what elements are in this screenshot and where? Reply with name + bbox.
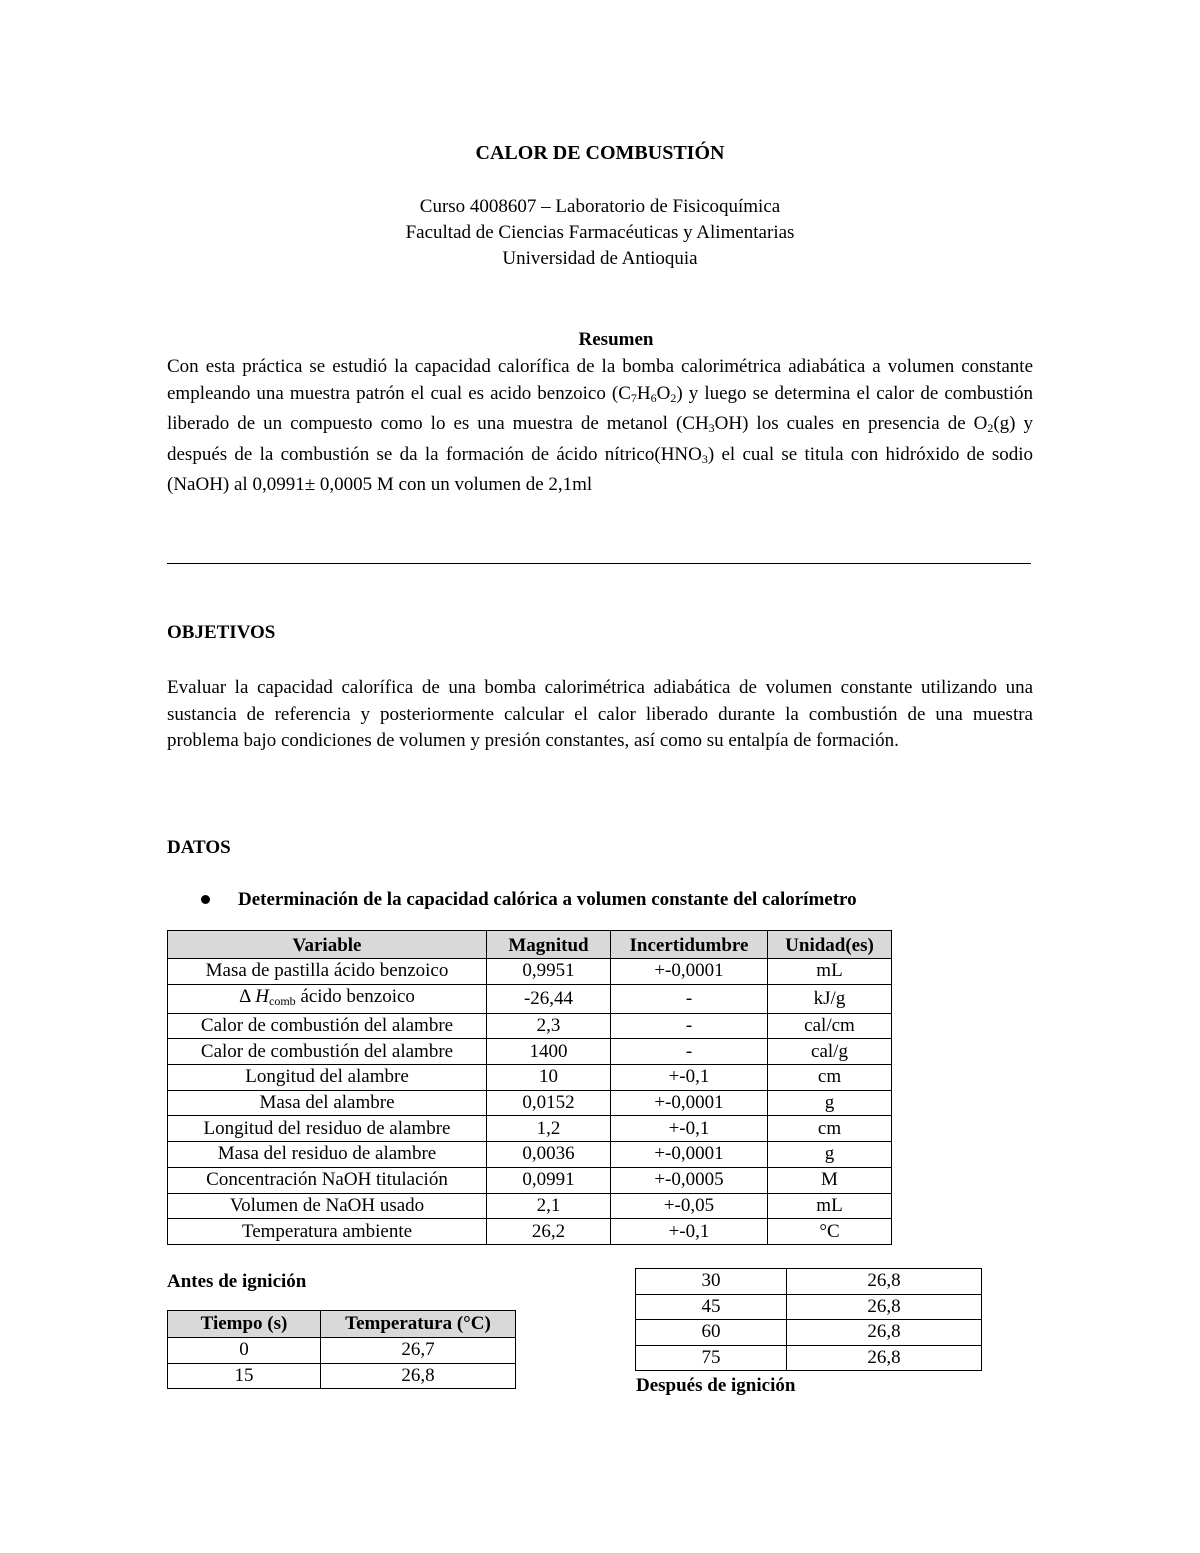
datos-heading: DATOS bbox=[167, 837, 231, 858]
incertidumbre-cell: +-0,0001 bbox=[611, 1090, 768, 1116]
magnitud-cell: 0,0152 bbox=[487, 1090, 611, 1116]
magnitud-cell: -26,44 bbox=[487, 984, 611, 1013]
table-row bbox=[168, 959, 892, 985]
calorimeter-data-table bbox=[167, 930, 892, 1245]
variable-cell: Δ $H_{comb}$ ácido benzoico bbox=[168, 984, 487, 1013]
header-temperatura: Temperatura (°C) bbox=[321, 1311, 516, 1338]
unidad-cell: g bbox=[768, 1090, 892, 1116]
unidad-cell: mL bbox=[768, 959, 892, 985]
table-row bbox=[168, 1116, 892, 1142]
table-row bbox=[168, 984, 892, 1013]
incertidumbre-cell: +-0,0005 bbox=[611, 1167, 768, 1193]
temperature-cell: 26,8 bbox=[787, 1294, 982, 1320]
magnitud-cell: 26,2 bbox=[487, 1219, 611, 1245]
table-row bbox=[636, 1320, 982, 1346]
document-title: CALOR DE COMBUSTIÓN bbox=[475, 142, 725, 164]
incertidumbre-cell: - bbox=[611, 984, 768, 1013]
objetivos-paragraph: Evaluar la capacidad calorífica de una bomba calorimétrica adiabática de volumen constante utilizando una sustancia de referencia y posteriormente calcular el calor liberado durante la combustión de una muestra problema bajo condiciones de volumen y presión constantes, así como su entalpía de formación. bbox=[167, 677, 1033, 751]
header-magnitud: Magnitud bbox=[487, 931, 611, 959]
magnitud-cell: 10 bbox=[487, 1065, 611, 1091]
table-row bbox=[168, 1338, 516, 1364]
temperature-cell: 26,8 bbox=[787, 1320, 982, 1346]
horizontal-rule bbox=[167, 563, 1031, 564]
incertidumbre-cell: +-0,1 bbox=[611, 1065, 768, 1091]
time-cell: 15 bbox=[168, 1363, 321, 1389]
variable-cell: Temperatura ambiente bbox=[168, 1219, 487, 1245]
table-row bbox=[168, 1142, 892, 1168]
unidad-cell: M bbox=[768, 1167, 892, 1193]
bullet-icon bbox=[201, 895, 210, 904]
magnitud-cell: 1400 bbox=[487, 1039, 611, 1065]
incertidumbre-cell: +-0,05 bbox=[611, 1193, 768, 1219]
magnitud-cell: 1,2 bbox=[487, 1116, 611, 1142]
before-ignition-table bbox=[167, 1310, 516, 1389]
magnitud-cell: 0,0036 bbox=[487, 1142, 611, 1168]
header-unidades: Unidad(es) bbox=[768, 931, 892, 959]
time-cell: 0 bbox=[168, 1338, 321, 1364]
resumen-heading: Resumen bbox=[578, 329, 654, 350]
header-incertidumbre: Incertidumbre bbox=[611, 931, 768, 959]
table-header-row bbox=[168, 1311, 516, 1338]
table-row bbox=[168, 1363, 516, 1389]
incertidumbre-cell: +-0,1 bbox=[611, 1116, 768, 1142]
temperature-cell: 26,7 bbox=[321, 1338, 516, 1364]
table-row bbox=[168, 1167, 892, 1193]
temperature-cell: 26,8 bbox=[321, 1363, 516, 1389]
magnitud-cell: 0,0991 bbox=[487, 1167, 611, 1193]
unidad-cell: cal/cm bbox=[768, 1013, 892, 1039]
table-row bbox=[168, 1065, 892, 1091]
university-line: Universidad de Antioquia bbox=[502, 248, 698, 269]
table-row bbox=[168, 1090, 892, 1116]
magnitud-cell: 2,1 bbox=[487, 1193, 611, 1219]
time-cell: 60 bbox=[636, 1320, 787, 1346]
incertidumbre-cell: - bbox=[611, 1039, 768, 1065]
unidad-cell: °C bbox=[768, 1219, 892, 1245]
time-cell: 45 bbox=[636, 1294, 787, 1320]
datos-bullet-text: Determinación de la capacidad calórica a volumen constante del calorímetro bbox=[238, 889, 857, 910]
table-row bbox=[168, 1039, 892, 1065]
header-tiempo: Tiempo (s) bbox=[168, 1311, 321, 1338]
unidad-cell: mL bbox=[768, 1193, 892, 1219]
unidad-cell: cm bbox=[768, 1116, 892, 1142]
resumen-paragraph: Con esta práctica se estudió la capacidad calorífica de la bomba calorimétrica adiabática a volumen constante empleando una muestra patrón el cual es acido benzoico $(C_7H_6O_2)$ y luego se determina el calor de combustión liberado de un compuesto como lo es una muestra de metanol $(CH_3OH)$ los cuales en presencia de $O_2(g)$ y después de la combustión se da la formación de ácido $nítrico(HNO_3)$ el cual se titula con hidróxido de sodio (NaOH) al 0,0991± 0,0005 M con un volumen de 2,1ml bbox=[167, 356, 1034, 495]
unidad-cell: g bbox=[768, 1142, 892, 1168]
incertidumbre-cell: +-0,1 bbox=[611, 1219, 768, 1245]
unidad-cell: cal/g bbox=[768, 1039, 892, 1065]
variable-cell: Calor de combustión del alambre bbox=[168, 1013, 487, 1039]
temperature-cell: 26,8 bbox=[787, 1269, 982, 1295]
table-row bbox=[168, 1013, 892, 1039]
time-cell: 30 bbox=[636, 1269, 787, 1295]
after-ignition-table bbox=[635, 1268, 982, 1371]
incertidumbre-cell: - bbox=[611, 1013, 768, 1039]
incertidumbre-cell: +-0,0001 bbox=[611, 959, 768, 985]
magnitud-cell: 2,3 bbox=[487, 1013, 611, 1039]
variable-cell: Masa del alambre bbox=[168, 1090, 487, 1116]
unidad-cell: kJ/g bbox=[768, 984, 892, 1013]
unidad-cell: cm bbox=[768, 1065, 892, 1091]
incertidumbre-cell: +-0,0001 bbox=[611, 1142, 768, 1168]
time-cell: 75 bbox=[636, 1345, 787, 1371]
faculty-line: Facultad de Ciencias Farmacéuticas y Alimentarias bbox=[405, 222, 795, 243]
variable-cell: Masa de pastilla ácido benzoico bbox=[168, 959, 487, 985]
after-ignition-caption: Después de ignición bbox=[636, 1375, 796, 1396]
magnitud-cell: 0,9951 bbox=[487, 959, 611, 985]
table-row bbox=[168, 1193, 892, 1219]
table-header-row bbox=[168, 931, 892, 959]
variable-cell: Longitud del residuo de alambre bbox=[168, 1116, 487, 1142]
table-row bbox=[636, 1345, 982, 1371]
course-line: Curso 4008607 – Laboratorio de Fisicoquímica bbox=[419, 196, 781, 217]
variable-cell: Concentración NaOH titulación bbox=[168, 1167, 487, 1193]
variable-cell: Calor de combustión del alambre bbox=[168, 1039, 487, 1065]
variable-cell: Longitud del alambre bbox=[168, 1065, 487, 1091]
header-variable: Variable bbox=[168, 931, 487, 959]
objetivos-heading: OBJETIVOS bbox=[167, 622, 276, 643]
before-ignition-caption: Antes de ignición bbox=[167, 1271, 307, 1292]
temperature-cell: 26,8 bbox=[787, 1345, 982, 1371]
table-row bbox=[636, 1269, 982, 1295]
table-row bbox=[168, 1219, 892, 1245]
variable-cell: Volumen de NaOH usado bbox=[168, 1193, 487, 1219]
variable-cell: Masa del residuo de alambre bbox=[168, 1142, 487, 1168]
table-row bbox=[636, 1294, 982, 1320]
